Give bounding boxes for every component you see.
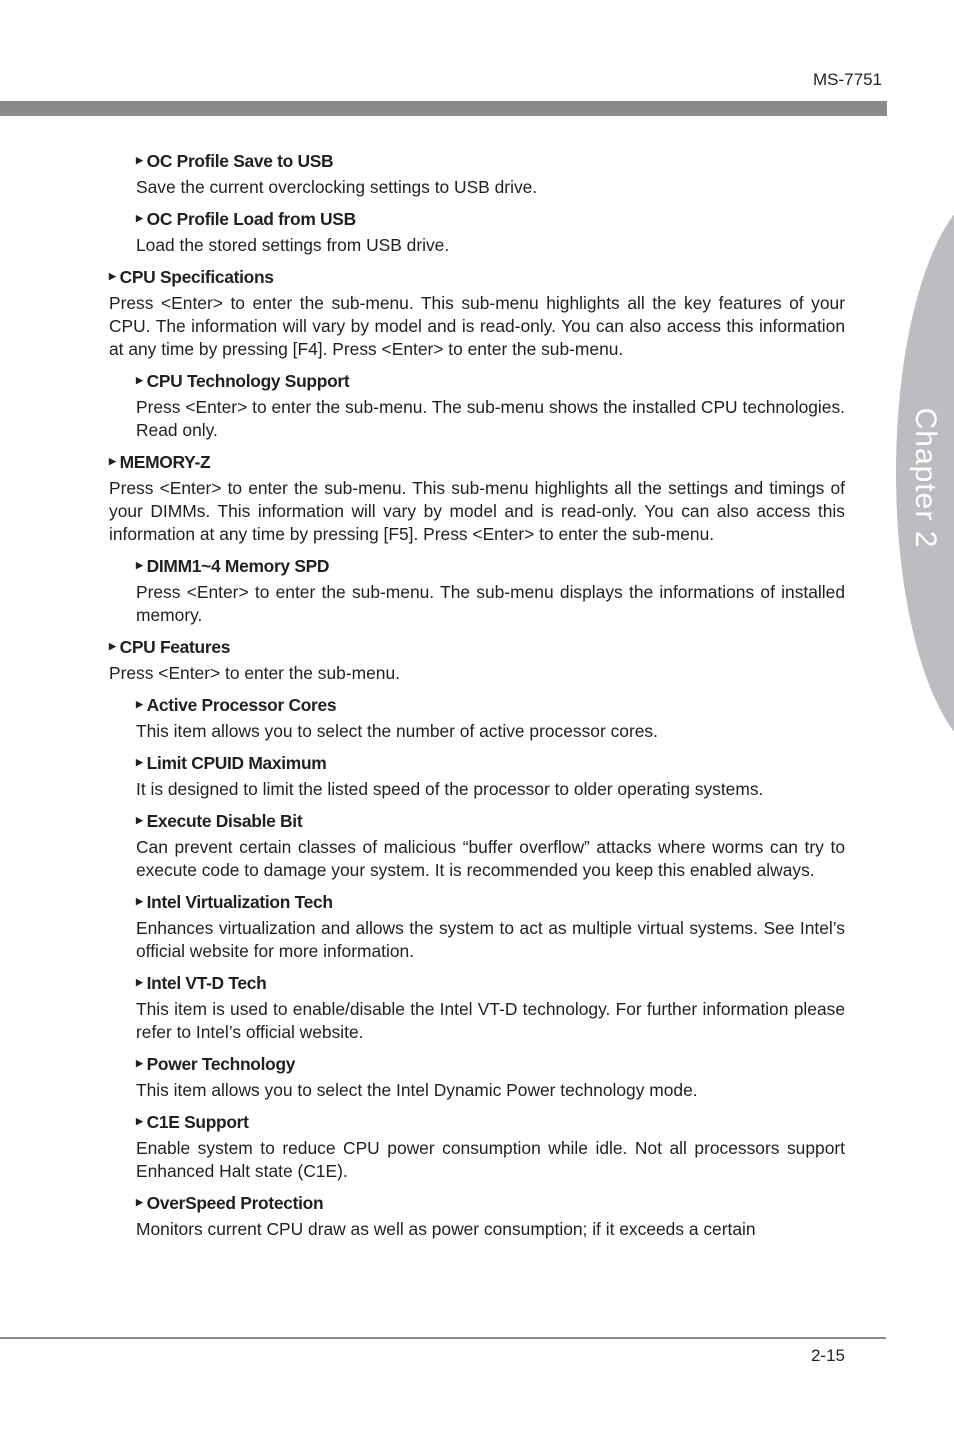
section-text: Enable system to reduce CPU power consumption while idle. Not all processors support Enhanced Halt state (C1E). xyxy=(136,1138,845,1181)
section-title: DIMM1~4 Memory SPD xyxy=(146,556,330,576)
section-title: C1E Support xyxy=(146,1112,249,1132)
model-number: MS-7751 xyxy=(813,70,882,89)
section-dimm-memory-spd xyxy=(109,555,845,627)
section-oc-profile-load xyxy=(109,208,845,257)
bullet-arrow-icon: ▶ xyxy=(136,699,143,709)
section-text: Load the stored settings from USB drive. xyxy=(136,235,450,255)
footer-rule xyxy=(0,1337,886,1339)
section-text: This item allows you to select the Intel Dynamic Power technology mode. xyxy=(136,1080,698,1100)
bullet-arrow-icon: ▶ xyxy=(136,1058,143,1068)
section-title: OC Profile Save to USB xyxy=(146,151,334,171)
section-text: Monitors current CPU draw as well as power consumption; if it exceeds a certain xyxy=(136,1219,756,1239)
section-text: Press <Enter> to enter the sub-menu. xyxy=(109,663,400,683)
section-text: Save the current overclocking settings to USB drive. xyxy=(136,177,538,197)
bullet-arrow-icon: ▶ xyxy=(109,456,116,466)
section-intel-virtualization-tech xyxy=(109,891,845,963)
section-text: Press <Enter> to enter the sub-menu. This sub-menu highlights all the settings and timings of your DIMMs. This information will vary by model and is read-only. You can also access this information at any time by pressing [F5]. Press <Enter> to enter the sub-menu. xyxy=(109,478,845,544)
section-memory-z xyxy=(109,451,845,546)
section-title: Execute Disable Bit xyxy=(146,811,303,831)
section-intel-vt-d-tech xyxy=(109,972,845,1044)
page-number: 2-15 xyxy=(810,1346,845,1365)
content xyxy=(109,150,845,1250)
section-oc-profile-save xyxy=(109,150,845,199)
section-title: OC Profile Load from USB xyxy=(146,209,356,229)
section-title: CPU Technology Support xyxy=(146,371,350,391)
section-title: MEMORY-Z xyxy=(119,452,211,472)
section-text: Enhances virtualization and allows the system to act as multiple virtual systems. See Intel’s official website for more information. xyxy=(136,918,845,961)
section-text: Press <Enter> to enter the sub-menu. This sub-menu highlights all the key features of your CPU. The information will vary by model and is read-only. You can also access this information at any time by pressing [F4]. Press <Enter> to enter the sub-menu. xyxy=(109,293,845,359)
bullet-arrow-icon: ▶ xyxy=(109,271,116,281)
bullet-arrow-icon: ▶ xyxy=(109,641,116,651)
section-overspeed-protection xyxy=(109,1192,845,1241)
section-title: OverSpeed Protection xyxy=(146,1193,324,1213)
section-title: Power Technology xyxy=(146,1054,296,1074)
section-title: Intel Virtualization Tech xyxy=(146,892,333,912)
section-text: Press <Enter> to enter the sub-menu. The sub-menu shows the installed CPU technologies. Read only. xyxy=(136,397,845,440)
section-limit-cpuid-maximum xyxy=(109,752,845,801)
section-title: CPU Features xyxy=(119,637,231,657)
section-c1e-support xyxy=(109,1111,845,1183)
bullet-arrow-icon: ▶ xyxy=(136,815,143,825)
section-title: Intel VT-D Tech xyxy=(146,973,267,993)
section-title: Active Processor Cores xyxy=(146,695,337,715)
section-text: This item is used to enable/disable the Intel VT-D technology. For further information please refer to Intel’s official website. xyxy=(136,999,845,1042)
bullet-arrow-icon: ▶ xyxy=(136,1116,143,1126)
section-title: Limit CPUID Maximum xyxy=(146,753,327,773)
bullet-arrow-icon: ▶ xyxy=(136,896,143,906)
section-power-technology xyxy=(109,1053,845,1102)
bullet-arrow-icon: ▶ xyxy=(136,560,143,570)
section-cpu-technology-support xyxy=(109,370,845,442)
section-text: Press <Enter> to enter the sub-menu. The sub-menu displays the informations of installed memory. xyxy=(136,582,845,625)
bullet-arrow-icon: ▶ xyxy=(136,977,143,987)
bullet-arrow-icon: ▶ xyxy=(136,757,143,767)
bullet-arrow-icon: ▶ xyxy=(136,1197,143,1207)
section-text: Can prevent certain classes of malicious “buffer overflow” attacks where worms can try to execute code to damage your system. It is recommended you keep this enabled always. xyxy=(136,837,845,880)
section-execute-disable-bit xyxy=(109,810,845,882)
section-active-processor-cores xyxy=(109,694,845,743)
section-text: This item allows you to select the number of active processor cores. xyxy=(136,721,658,741)
header-bar xyxy=(0,101,887,116)
section-text: It is designed to limit the listed speed of the processor to older operating systems. xyxy=(136,779,764,799)
bullet-arrow-icon: ▶ xyxy=(136,213,143,223)
section-cpu-features xyxy=(109,636,845,685)
section-cpu-specifications xyxy=(109,266,845,361)
chapter-label: Chapter 2 xyxy=(909,407,942,549)
bullet-arrow-icon: ▶ xyxy=(136,375,143,385)
section-title: CPU Specifications xyxy=(119,267,274,287)
bullet-arrow-icon: ▶ xyxy=(136,155,143,165)
